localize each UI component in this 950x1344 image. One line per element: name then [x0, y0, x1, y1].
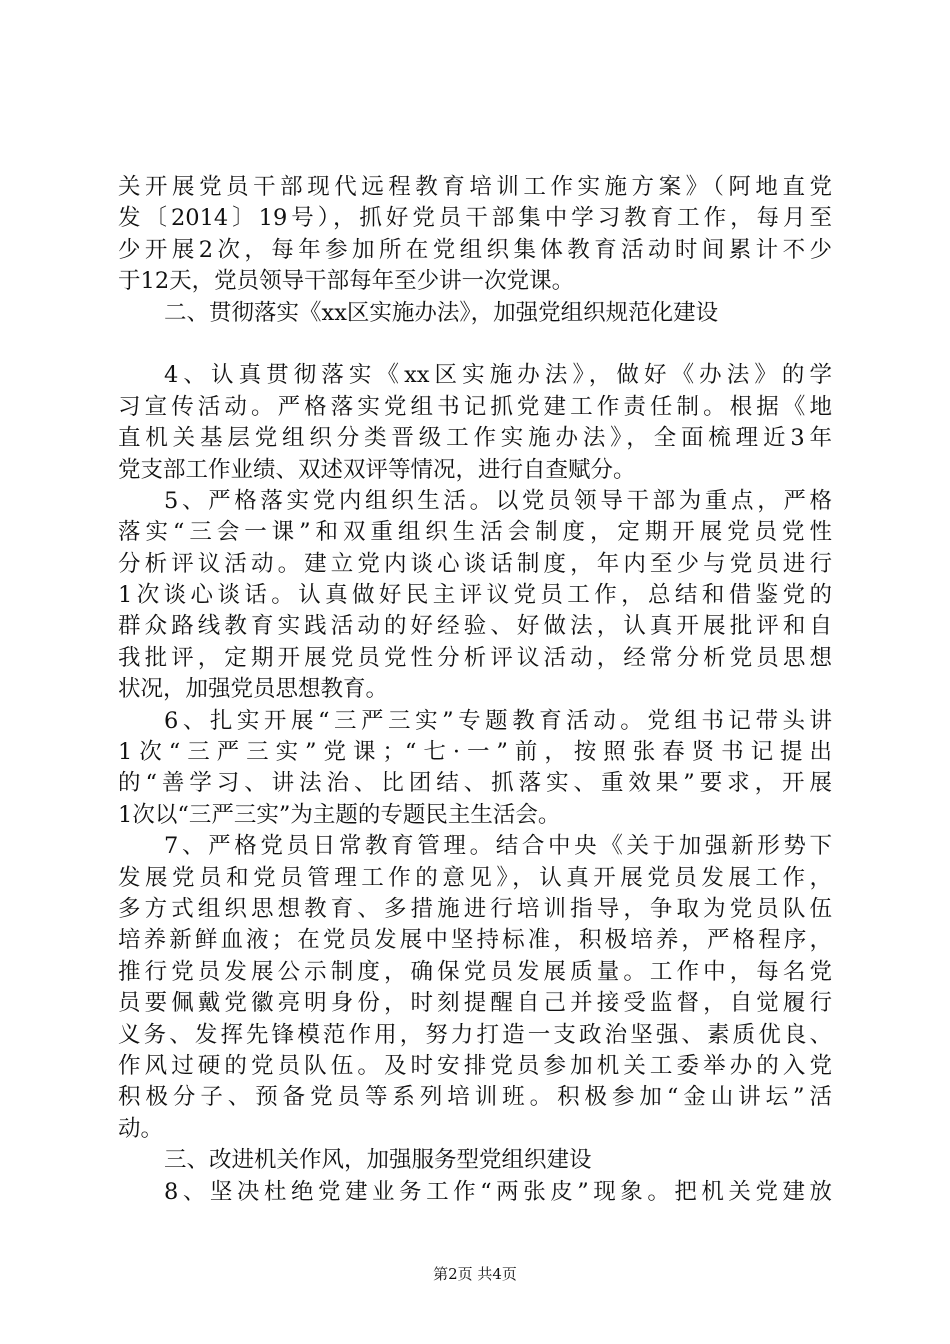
- text-line: 作风过硬的党员队伍。及时安排党员参加机关工委举办的入党: [118, 1052, 832, 1079]
- text-line: 1次以“三严三实”为主题的专题民主生活会。: [118, 801, 561, 828]
- text-line: 落实“三会一课”和双重组织生活会制度，定期开展党员党性: [118, 519, 832, 546]
- paragraph-item-6: [118, 706, 832, 832]
- paragraph-item-5: [118, 486, 832, 706]
- text-line: 培养新鲜血液；在党员发展中坚持标准，积极培养，严格程序，: [118, 927, 832, 954]
- text-line: 分析评议活动。建立党内谈心谈话制度，年内至少与党员进行: [118, 550, 832, 577]
- paragraph-item-7: [118, 831, 832, 1145]
- text-line: 义务、发挥先锋模范作用，努力打造一支政治坚强、素质优良、: [118, 1021, 832, 1048]
- text-line: 多方式组织思想教育、多措施进行培训指导，争取为党员队伍: [118, 895, 832, 922]
- text-line: 6、扎实开展“三严三实”专题教育活动。党组书记带头讲: [164, 707, 832, 734]
- text-line: 1次谈心谈话。认真做好民主评议党员工作，总结和借鉴党的: [118, 582, 832, 609]
- text-line: 7、严格党员日常教育管理。结合中央《关于加强新形势下: [164, 833, 832, 860]
- text-line: 关开展党员干部现代远程教育培训工作实施方案》（阿地直党: [118, 174, 832, 200]
- text-line: 8、坚决杜绝党建业务工作“两张皮”现象。把机关党建放: [164, 1178, 832, 1205]
- text-line: 发〔2014〕19号），抓好党员干部集中学习教育工作，每月至: [118, 205, 832, 232]
- text-line: 群众路线教育实践活动的好经验、好做法，认真开展批评和自: [118, 613, 832, 640]
- paragraph-continuation: [118, 172, 832, 298]
- blank-line: [118, 329, 832, 360]
- text-line: 1次“三严三实”党课；“七·一”前，按照张春贤书记提出: [118, 739, 832, 766]
- text-line: 少开展2次，每年参加所在党组织集体教育活动时间累计不少: [118, 236, 832, 263]
- text-line: 推行党员发展公示制度，确保党员发展质量。工作中，每名党: [118, 958, 832, 985]
- text-line: 5、严格落实党内组织生活。以党员领导干部为重点，严格: [164, 487, 832, 514]
- text-line: 动。: [118, 1115, 164, 1142]
- text-line: 习宣传活动。严格落实党组书记抓党建工作责任制。根据《地: [118, 393, 832, 420]
- text-line: 我批评，定期开展党员党性分析评议活动，经常分析党员思想: [118, 644, 832, 671]
- section-heading-2: 二、贯彻落实《xx区实施办法》，加强党组织规范化建设: [164, 299, 719, 326]
- section-heading-3: 三、改进机关作风，加强服务型党组织建设: [164, 1147, 592, 1174]
- text-line: 4、认真贯彻落实《xx区实施办法》，做好《办法》的学: [164, 362, 832, 389]
- paragraph-item-8: [118, 1177, 832, 1208]
- page-number-footer: 第2页 共4页: [433, 1265, 517, 1283]
- document-body: [118, 172, 832, 1208]
- text-line: 积极分子、预备党员等系列培训班。积极参加“金山讲坛”活: [118, 1084, 832, 1111]
- text-line: 状况，加强党员思想教育。: [118, 676, 389, 703]
- text-line: 的“善学习、讲法治、比团结、抓落实、重效果”要求，开展: [118, 770, 832, 797]
- text-line: 员要佩戴党徽亮明身份，时刻提醒自己并接受监督，自觉履行: [118, 990, 832, 1017]
- text-line: 于12天，党员领导干部每年至少讲一次党课。: [118, 268, 575, 295]
- text-line: 党支部工作业绩、双述双评等情况，进行自查赋分。: [118, 456, 636, 483]
- text-line: 发展党员和党员管理工作的意见》，认真开展党员发展工作，: [118, 864, 832, 891]
- text-line: 直机关基层党组织分类晋级工作实施办法》，全面梳理近3年: [118, 425, 832, 452]
- paragraph-item-4: [118, 360, 832, 486]
